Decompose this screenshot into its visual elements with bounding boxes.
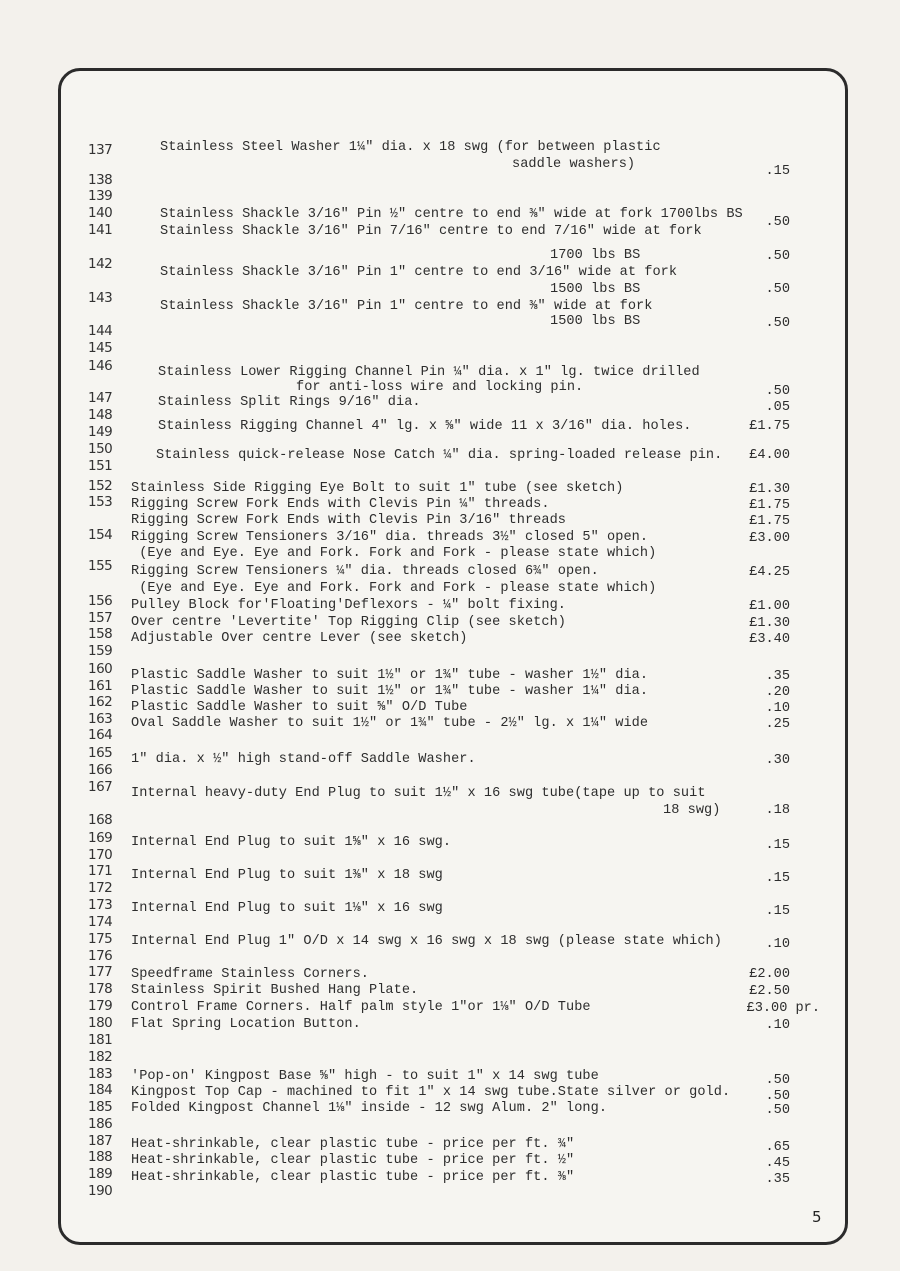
item-description: Pulley Block for'Floating'Deflexors - ¼" bolt fixing. [131, 598, 567, 613]
item-price: £2.00 [749, 967, 790, 982]
item-description: Heat-shrinkable, clear plastic tube - price per ft. ¾" [131, 1137, 575, 1152]
item-description: Rigging Screw Tensioners 3/16" dia. threads 3½" closed 5" open. [131, 530, 649, 545]
line-number: 174 [88, 914, 113, 930]
line-number: 187 [88, 1133, 113, 1149]
line-number: 188 [88, 1149, 113, 1165]
line-number: 142 [88, 256, 113, 272]
line-number: 175 [88, 931, 113, 947]
item-description: Plastic Saddle Washer to suit 1½" or 1¾" tube - washer 1½" dia. [131, 668, 649, 683]
item-description: Heat-shrinkable, clear plastic tube - price per ft. ½" [131, 1153, 575, 1168]
line-number: 162 [88, 694, 113, 710]
line-number: 176 [88, 948, 113, 964]
line-number: 178 [88, 981, 113, 997]
item-description: (Eye and Eye. Eye and Fork. Fork and Fork - please state which) [131, 546, 657, 561]
item-description: Plastic Saddle Washer to suit ⅝" O/D Tube [131, 700, 468, 715]
item-description: Stainless Spirit Bushed Hang Plate. [131, 983, 419, 998]
line-number: 148 [88, 407, 113, 423]
item-description: Internal End Plug to suit 1⅝" x 16 swg. [131, 835, 452, 850]
line-number: 143 [88, 290, 113, 306]
item-price: £1.00 [749, 599, 790, 614]
item-price: .50 [765, 282, 790, 297]
line-number: 146 [88, 358, 113, 374]
line-number: 156 [88, 593, 113, 609]
item-price: .30 [765, 753, 790, 768]
item-price: .50 [765, 1089, 790, 1104]
item-description: 1500 lbs BS [550, 314, 641, 329]
line-number: 177 [88, 964, 113, 980]
item-description: Heat-shrinkable, clear plastic tube - price per ft. ⅜" [131, 1170, 575, 1185]
line-number: 183 [88, 1066, 113, 1082]
item-description: Stainless Shackle 3/16" Pin ½" centre to end ⅜" wide at fork 1700lbs BS [160, 207, 743, 222]
item-price: £1.75 [749, 514, 790, 529]
item-price: .50 [765, 316, 790, 331]
item-description: saddle washers) [512, 157, 636, 172]
line-number: 168 [88, 812, 113, 828]
line-number: 166 [88, 762, 113, 778]
line-number: 161 [88, 678, 113, 694]
line-number: 137 [88, 142, 113, 158]
line-number: 163 [88, 711, 113, 727]
item-price: £1.30 [749, 482, 790, 497]
item-description: Internal End Plug 1" O/D x 14 swg x 16 swg x 18 swg (please state which) [131, 934, 722, 949]
item-price: £4.00 [749, 448, 790, 463]
line-number: 152 [88, 478, 113, 494]
item-description: Stainless Lower Rigging Channel Pin ¼" dia. x 1" lg. twice drilled [158, 365, 700, 380]
line-number: 154 [88, 527, 113, 543]
item-description: Folded Kingpost Channel 1⅛" inside - 12 swg Alum. 2" long. [131, 1101, 608, 1116]
item-description: Rigging Screw Tensioners ¼" dia. threads closed 6¾" open. [131, 564, 599, 579]
line-number: 149 [88, 424, 113, 440]
item-price: .18 [765, 803, 790, 818]
item-price: .50 [765, 215, 790, 230]
item-price: £1.75 [749, 498, 790, 513]
item-description: 18 swg) [663, 803, 721, 818]
item-price: .50 [765, 1103, 790, 1118]
item-price: .15 [765, 904, 790, 919]
line-number: 150 [88, 441, 113, 457]
item-description: Stainless Steel Washer 1¼" dia. x 18 swg (for between plastic [160, 140, 661, 155]
item-description: Internal End Plug to suit 1⅜" x 18 swg [131, 868, 443, 883]
page-number: 5 [812, 1208, 822, 1226]
item-price: £2.50 [749, 984, 790, 999]
item-price: .15 [765, 164, 790, 179]
item-description: Plastic Saddle Washer to suit 1½" or 1¾" tube - washer 1¼" dia. [131, 684, 649, 699]
line-number: 155 [88, 558, 113, 574]
item-description: 1" dia. x ½" high stand-off Saddle Washer. [131, 752, 476, 767]
item-description: Stainless Shackle 3/16" Pin 1" centre to end 3/16" wide at fork [160, 265, 678, 280]
line-number: 170 [88, 847, 113, 863]
line-number: 164 [88, 727, 113, 743]
line-number: 151 [88, 458, 113, 474]
item-price: .05 [765, 400, 790, 415]
item-price: .50 [765, 249, 790, 264]
line-number: 144 [88, 323, 113, 339]
item-description: Control Frame Corners. Half palm style 1"or 1⅛" O/D Tube [131, 1000, 591, 1015]
item-price: .10 [765, 701, 790, 716]
item-description: 1700 lbs BS [550, 248, 641, 263]
line-number: 159 [88, 643, 113, 659]
line-number: 141 [88, 222, 113, 238]
line-number: 169 [88, 830, 113, 846]
item-description: Stainless Side Rigging Eye Bolt to suit 1" tube (see sketch) [131, 481, 624, 496]
line-number: 165 [88, 745, 113, 761]
item-description: Flat Spring Location Button. [131, 1017, 361, 1032]
item-price: .35 [765, 669, 790, 684]
item-description: for anti-loss wire and locking pin. [296, 380, 584, 395]
item-price: £3.40 [749, 632, 790, 647]
item-description: Speedframe Stainless Corners. [131, 967, 370, 982]
line-number: 184 [88, 1082, 113, 1098]
line-number: 153 [88, 494, 113, 510]
line-number: 182 [88, 1049, 113, 1065]
item-description: Stainless Shackle 3/16" Pin 7/16" centre to end 7/16" wide at fork [160, 224, 702, 239]
line-number: 189 [88, 1166, 113, 1182]
item-price: .25 [765, 717, 790, 732]
item-description: Internal heavy-duty End Plug to suit 1½" x 16 swg tube(tape up to suit [131, 786, 706, 801]
item-price: £4.25 [749, 565, 790, 580]
line-number: 180 [88, 1015, 113, 1031]
item-description: Rigging Screw Fork Ends with Clevis Pin 3/16" threads [131, 513, 567, 528]
item-price: .15 [765, 871, 790, 886]
item-price: .65 [765, 1140, 790, 1155]
item-price: £1.30 [749, 616, 790, 631]
item-description: Stainless Shackle 3/16" Pin 1" centre to end ⅜" wide at fork [160, 299, 653, 314]
item-description: Oval Saddle Washer to suit 1½" or 1¾" tube - 2½" lg. x 1¼" wide [131, 716, 649, 731]
item-description: (Eye and Eye. Eye and Fork. Fork and Fork - please state which) [131, 581, 657, 596]
item-price: £1.75 [749, 419, 790, 434]
item-price: .10 [765, 1018, 790, 1033]
line-number: 158 [88, 626, 113, 642]
line-number: 186 [88, 1116, 113, 1132]
item-description: 'Pop-on' Kingpost Base ⅝" high - to suit 1" x 14 swg tube [131, 1069, 599, 1084]
item-description: Stainless quick-release Nose Catch ¼" dia. spring-loaded release pin. [156, 448, 723, 463]
item-price: .50 [765, 384, 790, 399]
item-price: .50 [765, 1073, 790, 1088]
line-number: 160 [88, 661, 113, 677]
item-price: .35 [765, 1172, 790, 1187]
item-description: Adjustable Over centre Lever (see sketch) [131, 631, 468, 646]
line-number: 172 [88, 880, 113, 896]
line-number: 171 [88, 863, 113, 879]
item-description: Stainless Split Rings 9/16" dia. [158, 395, 421, 410]
item-description: Stainless Rigging Channel 4" lg. x ⅝" wide 11 x 3/16" dia. holes. [158, 419, 692, 434]
line-number: 185 [88, 1099, 113, 1115]
item-price: .20 [765, 685, 790, 700]
line-number: 179 [88, 998, 113, 1014]
line-number: 138 [88, 172, 113, 188]
line-number: 173 [88, 897, 113, 913]
item-price: £3.00 [749, 531, 790, 546]
item-description: Over centre 'Levertite' Top Rigging Clip (see sketch) [131, 615, 567, 630]
line-number: 181 [88, 1032, 113, 1048]
line-number: 157 [88, 610, 113, 626]
line-number: 140 [88, 205, 113, 221]
item-description: Internal End Plug to suit 1⅛" x 16 swg [131, 901, 443, 916]
item-price: .45 [765, 1156, 790, 1171]
item-description: Kingpost Top Cap - machined to fit 1" x 14 swg tube.State silver or gold. [131, 1085, 731, 1100]
item-price: .10 [765, 937, 790, 952]
line-number: 167 [88, 779, 113, 795]
line-number: 147 [88, 390, 113, 406]
line-number: 145 [88, 340, 113, 356]
line-number: 190 [88, 1183, 113, 1199]
item-price: £3.00 pr. [746, 1001, 820, 1016]
line-number: 139 [88, 188, 113, 204]
item-price: .15 [765, 838, 790, 853]
item-description: Rigging Screw Fork Ends with Clevis Pin ¼" threads. [131, 497, 550, 512]
item-description: 1500 lbs BS [550, 282, 641, 297]
